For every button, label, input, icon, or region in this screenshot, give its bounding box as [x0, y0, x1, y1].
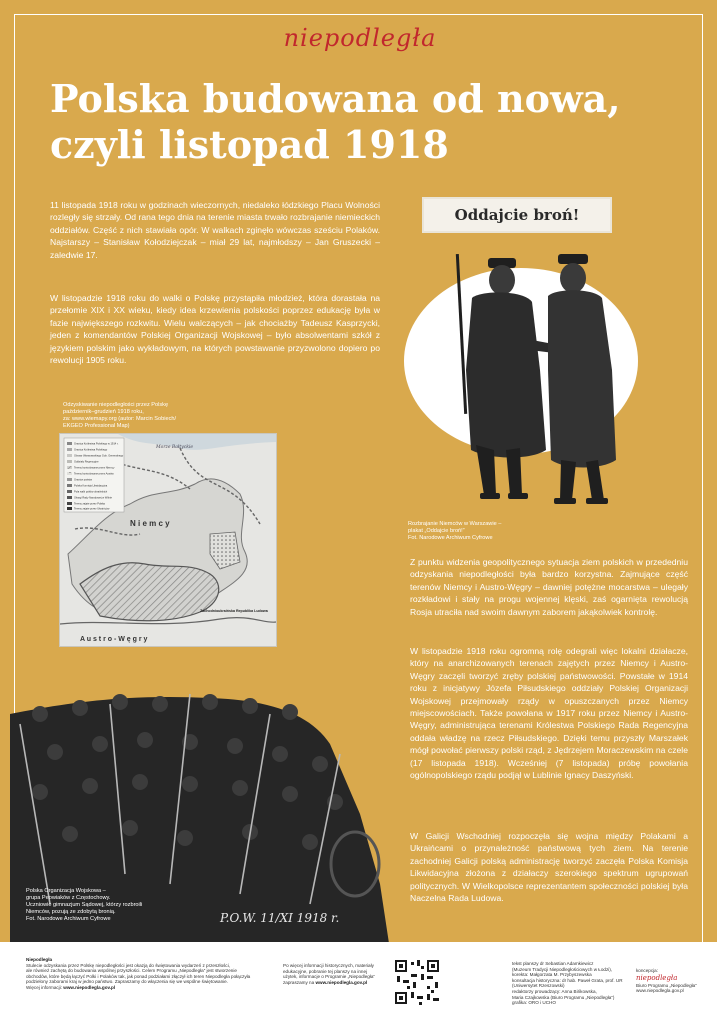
poster-banner: Oddajcie broń! — [424, 199, 610, 231]
page-title — [50, 76, 690, 168]
legend-item: Tereny zajęte przez Polskę — [74, 502, 105, 506]
legend-item: Granica Królestwa Polskiego — [74, 448, 108, 452]
historical-map — [60, 434, 276, 646]
legend-item: Pola walk polsko-ukraińskich — [74, 490, 108, 494]
footer-more-info: Po więcej informacji historycznych, materiały edukacyjne, pobranie tej planszy na innej użytek, informacje o Programie „Niepodległa” zapraszamy na www.niepodlegla.gov.pl — [283, 963, 375, 985]
footer-heading: Niepodległa — [26, 957, 53, 962]
legend-item: Granice państw — [74, 478, 93, 482]
paragraph-lodz: 11 listopada 1918 roku w godzinach wieczornych, niedaleko łódzkiego Placu Wolności rozległy się strzały. Od rana tego dnia na terenie miasta trwało rozbrajanie niemieckich oddziałów. Część z nich stawiała opór. W walkach zginęło wówczas sześciu Polaków. Najstarszy – Stanisław Kołodziejczak – miał 29 lat, najmłodszy – Jan Gruszecki – zaledwie 17. — [50, 200, 380, 260]
footer-logo: niepodległa — [636, 973, 678, 982]
map-label-ukraine: Zachodnioukraińska Republika Ludowa — [200, 609, 268, 613]
soldiers-illustration — [436, 250, 626, 522]
map-label-germany: N i e m c y — [130, 519, 170, 528]
paragraph-galicia: W Galicji Wschodniej rozpoczęła się wojna między Polakami a Ukraińcami o przynależność państwową tych ziem. Na terenie zachodniej Galicji polską administrację tworzyć zaczęła Polska Komisja Likwidacyjna złożona z działaczy szerokiego spektrum ugrupowań politycznych. W Wielkopolsce reprezentantem społeczności polskiej była Naczelna Rada Ludowa. — [410, 831, 688, 904]
footer-credits: tekst planszy dr Sebastian Adamkiewicz (Muzeum Tradycji Niepodległościowych w Łodzi), korekta: Małgorzata M. Przybyszewska konsultacja historyczna: dr hab. Paweł Grata, prof. UR (Uniwersytet Rzeszowski) redaktorzy prowadzący: Anna Bińkowska, Maria Czajkowska (Biuro Programu „Niepodległa”) grafika: ORO i UCHO — [512, 961, 623, 1006]
map-graphic — [60, 434, 276, 646]
legend-item: Granica Królestwa Polskiego w 1914 r. — [74, 442, 119, 446]
map-label-austria: A u s t r o - W ę g r y — [80, 636, 148, 643]
qr-code[interactable] — [393, 958, 441, 1006]
niepodlegla-logo: niepodległa — [270, 22, 450, 54]
map-label-sea: Morze Bałtyckie — [156, 445, 194, 450]
legend-item: Obszar Warszawskiego Gub. Generalnego — [74, 454, 124, 458]
poster-caption: Rozbrajanie Niemców w Warszawie – plakat „Oddajcie broń!” Fot. Narodowe Archiwum Cyfrowe — [408, 521, 502, 541]
legend-item: Oddziały Regencyjne — [74, 460, 99, 464]
legend-item: Tereny zajęte przez Ukraińców — [74, 507, 110, 511]
title-line-2: czyli listopad 1918 — [50, 122, 449, 167]
legend-item: Tereny kontrolowane przez Niemcy — [74, 466, 115, 470]
footer-about: Niepodległa Stulecie odzyskania przez Polskę niepodległości jest okazją do świętowania wydarzeń z przeszłości, ale również zachętą do budowania wspólnej przyszłości. Celem Programu „Niepodległa” jest stworzenie obchodów, które będą łączyć Polki i Polaków tak, jak ponad podziałami złączył ich teren Niepodległa połączyła podzielony zaborami kraj w jedno państwo. Zapraszamy do włączenia się we wspólne świętowanie. Więcej informacji: www.niepodlegla.gov.pl — [26, 957, 251, 990]
legend-item: Okręgi Rady Narodowej w Wilnie — [74, 496, 112, 500]
photo-inscription: P.O.W. 11/XI 1918 r. — [220, 911, 340, 925]
title-line-1: Polska budowana od nowa, — [50, 76, 621, 121]
footer-link-2[interactable]: www.niepodlegla.gov.pl — [315, 979, 368, 985]
paragraph-november: W listopadzie 1918 roku ogromną rolę odegrali więc lokalni działacze, który na anarchizowanych terenach zajętych przez Niemcy i Austro-Węgry zaczęli tworzyć zręby polskiej państwowości. Powstałe w 1914 roku z inicjatywy Józefa Piłsudskiego oddziały Polskiej Organizacji Wojskowej przejmowały rządy w opuszczanych przez Niemcy miejscowościach. Także powołana w 1917 roku przez Niemcy i Austro-Węgry, administrująca terenami Królestwa Polskiego Rada Regencyjna oddała władzę na rzecz Piłsudskiego. Dzięki temu przyszły Marszałek mógł powołać pierwszy polski rząd, z Jędrzejem Moraczewskim na czele (17 listopada 1918). Wcześniej (7 listopada) próbę powołania ogólnopolskiego rządu podjął w Lublinie Ignacy Daszyński. — [410, 646, 688, 781]
photo-caption: Polska Organizacja Wojskowa – grupa Peowiaków z Częstochowy. Uczniowie gimnazjum Sądowej, którzy rozbroili Niemców, pozują ze zdobytą bronią. Fot. Narodowe Archiwum Cyfrowe — [26, 888, 143, 922]
footer-concept: koncepcja: niepodległa Biuro Programu „Niepodległa” www.niepodlegla.gov.pl — [636, 968, 708, 994]
footer-link[interactable]: www.niepodlegla.gov.pl — [63, 984, 116, 990]
map-caption: Odzyskiwanie niepodległości przez Polskę październik–grudzień 1918 roku, za: www.wiemapy.org (autor: Marcin Sobiech/ EKGEO Professional Map) — [63, 402, 177, 429]
paragraph-youth: W listopadzie 1918 roku do walki o Polskę przystąpiła młodzież, która dorastała na przełomie XIX i XX wieku, kiedy idea krzewienia polskości poprzez edukację była w fazie największego rozkwitu. Wielu walczących – jak chociażby Tadeusz Kasprzycki, jeden z komendantów Polskiej Organizacji Wojskowej – było absolwentami szkół z językiem polskim jako wykładowym, na których powstawanie przyzwolono dopiero po rewolucji 1905 roku. — [50, 293, 380, 366]
legend-item: Polska Komisja Likwidacyjna — [74, 484, 108, 488]
legend-item: Tereny kontrolowane przez Austrię — [74, 472, 114, 476]
paragraph-geopolitics: Z punktu widzenia geopolitycznego sytuacja ziem polskich w przededniu odzyskania niepodległości była bardzo korzystna. Zajmujące część terenów Niemcy i Austro-Węgry – dawniej potężne mocarstwa – ulegały rozkładowi i stały na progu wojennej klęski, zaś ogarnięta rewolucją Rosja utraciła nad swoim dawnym zaborem jakąkolwiek kontrolę. — [410, 557, 688, 617]
austria-area — [80, 563, 219, 621]
